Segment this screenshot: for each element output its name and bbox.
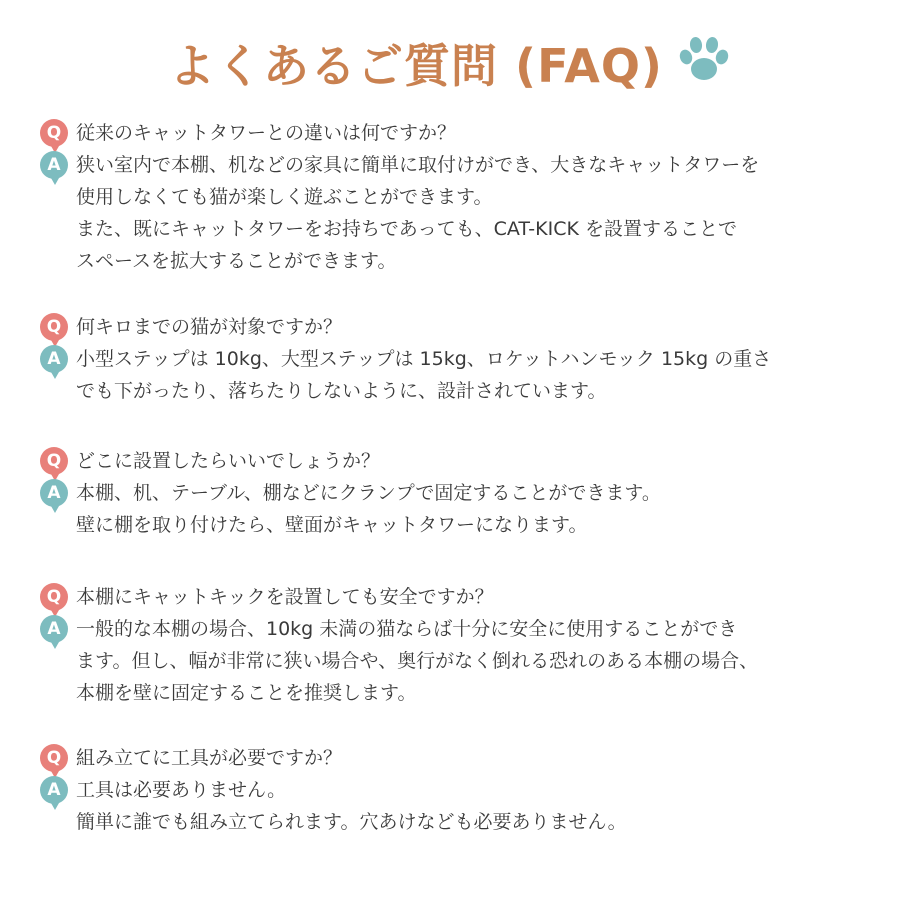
answer-text: 工具は必要ありません。 — [76, 779, 287, 801]
faq-item — [40, 446, 870, 542]
answer-text: 小型ステップは 10kg、大型ステップは 15kg、ロケットハンモック 15kg の重さ — [76, 348, 772, 370]
answer-text: ます。但し、幅が非常に狭い場合や、奥行がなく倒れる恐れのある本棚の場合、 — [76, 650, 759, 672]
answer-badge-icon: A — [40, 615, 68, 643]
question-badge-icon: Q — [40, 313, 68, 341]
answer-text: でも下がったり、落ちたりしないように、設計されています。 — [76, 380, 607, 402]
question-badge-icon: Q — [40, 744, 68, 772]
answer-text: 一般的な本棚の場合、10kg 未満の猫ならば十分に安全に使用することができ — [76, 618, 738, 640]
question-text: 従来のキャットタワーとの違いは何ですか？ — [76, 122, 457, 144]
question-badge-icon: Q — [40, 583, 68, 611]
answer-text: 簡単に誰でも組み立てられます。穴あけなども必要ありません。 — [76, 811, 627, 833]
answer-text: スペースを拡大することができます。 — [76, 250, 397, 272]
paw-icon — [677, 35, 731, 85]
answer-text: 狭い室内で本棚、机などの家具に簡単に取付けができ、大きなキャットタワーを — [76, 154, 760, 176]
answer-text: 本棚、机、テーブル、棚などにクランプで固定することができます。 — [76, 482, 661, 504]
question-text: 何キロまでの猫が対象ですか？ — [76, 316, 343, 338]
answer-text: 壁に棚を取り付けたら、壁面がキャットタワーになります。 — [76, 514, 588, 536]
answer-text: 使用しなくても猫が楽しく遊ぶことができます。 — [76, 186, 493, 208]
header — [0, 28, 900, 98]
answer-text: また、既にキャットタワーをお持ちであっても、CAT-KICK を設置することで — [76, 218, 737, 240]
question-text: 本棚にキャットキックを設置しても安全ですか？ — [76, 586, 494, 608]
question-badge-icon: Q — [40, 119, 68, 147]
faq-item — [40, 312, 870, 408]
question-text: どこに設置したらいいでしょうか？ — [76, 450, 381, 472]
answer-badge-icon: A — [40, 776, 68, 804]
question-badge-icon: Q — [40, 447, 68, 475]
faq-item — [40, 118, 870, 278]
faq-item — [40, 582, 870, 710]
answer-text: 本棚を壁に固定することを推奨します。 — [76, 682, 417, 704]
answer-badge-icon: A — [40, 479, 68, 507]
faq-item — [40, 743, 870, 839]
answer-badge-icon: A — [40, 345, 68, 373]
answer-badge-icon: A — [40, 151, 68, 179]
page-title: よくあるご質問 (FAQ) — [169, 39, 663, 93]
question-text: 組み立てに工具が必要ですか？ — [76, 747, 343, 769]
